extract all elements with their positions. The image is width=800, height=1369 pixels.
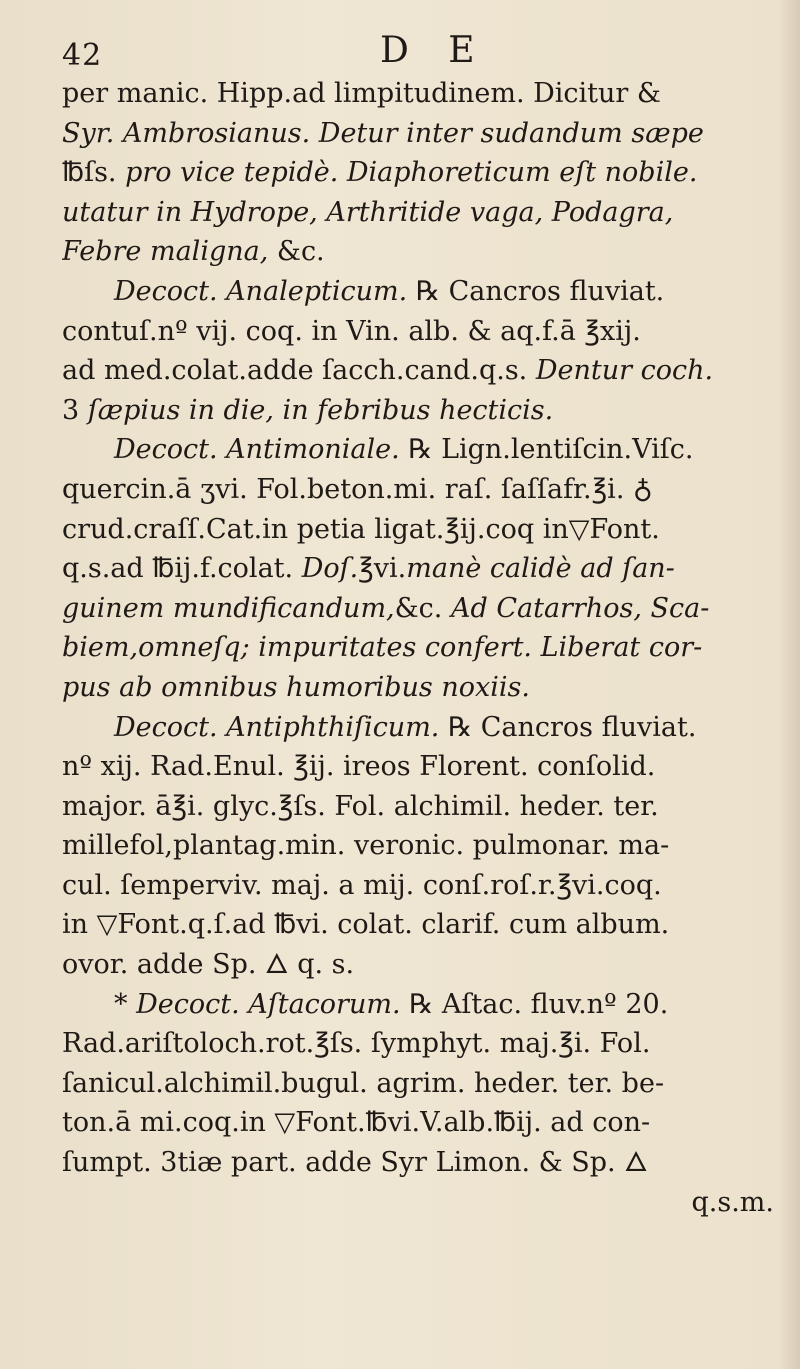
text-segment: ton.ā mi.coq.in ▽Font.℔vi.V.alb.℔ij. ad con- [62, 1107, 651, 1139]
text-line [62, 74, 782, 114]
text-segment: ℞ Cancros fluviat. [415, 275, 665, 307]
text-segment: utatur in Hydrope, Arthritide vaga, Podagra, [62, 196, 674, 228]
text-segment: contuſ.nº vij. coq. in Vin. alb. & aq.f.ā ℥xij. [62, 315, 641, 347]
text-segment: * [114, 988, 137, 1020]
text-segment: ℞ Lign.lentiſcin.Viſc. [408, 434, 694, 466]
text-segment: q.s.m. [691, 1186, 774, 1218]
text-segment: &c. [276, 236, 325, 268]
text-line [62, 232, 782, 272]
text-segment: ſanicul.alchimil.bugul. agrim. heder. ter. be- [62, 1067, 665, 1099]
text-line [62, 985, 782, 1025]
text-line [62, 866, 782, 906]
text-line [62, 351, 782, 391]
text-segment: Decoct. Aſtacorum. [136, 988, 410, 1020]
text-line [62, 1103, 782, 1143]
text-segment: Ad Catarrhos, Sca- [450, 592, 710, 624]
text-line [62, 153, 782, 193]
text-line [62, 430, 782, 470]
text-line [62, 1064, 782, 1104]
text-line [62, 787, 782, 827]
text-segment: per manic. Hipp.ad limpitudinem. Dicitur & [62, 78, 661, 109]
text-line [62, 470, 782, 510]
text-segment: ſumpt. 3tiæ part. adde Syr Limon. & Sp. 🜂 [62, 1147, 648, 1179]
text-segment: Syr. Ambrosianus. Detur inter sudandum sæpe [62, 117, 704, 149]
text-line [62, 747, 782, 787]
text-segment: pus ab omnibus humoribus noxiis. [62, 671, 530, 703]
text-segment: Doſ. [301, 553, 359, 585]
text-segment: Decoct. Antimoniale. [114, 434, 409, 466]
text-line [62, 628, 782, 668]
text-line [62, 510, 782, 550]
text-segment: millefol,plantag.min. veronic. pulmonar. ma- [62, 830, 670, 862]
text-line [62, 589, 782, 629]
text-segment: ſæpius in die, in febribus hecticis. [87, 394, 554, 426]
page-number: 42 [62, 38, 103, 73]
page-edge-shadow [778, 0, 800, 1369]
text-segment: guinem mundificandum, [62, 592, 395, 624]
text-segment: crud.craſſ.Cat.in petia ligat.℥ij.coq in▽Font. [62, 513, 660, 545]
text-segment: ad med.colat.adde ſacch.cand.q.s. [62, 355, 536, 387]
text-segment: major. ā℥i. glyc.℥ſs. Fol. alchimil. heder. ter. [62, 790, 659, 822]
text-line [62, 114, 782, 154]
text-segment: Febre maligna, [62, 236, 277, 268]
text-line [62, 945, 782, 985]
text-line [62, 391, 782, 431]
text-line [62, 905, 782, 945]
text-line [62, 826, 782, 866]
page-header [0, 22, 800, 72]
text-line [62, 708, 782, 748]
text-segment: nº xij. Rad.Enul. ℥ij. ireos Florent. conſolid. [62, 751, 656, 783]
text-segment: Decoct. Analepticum. [114, 275, 416, 307]
text-line [62, 193, 782, 233]
text-segment: cul. ſemperviv. maj. a mij. conſ.roſ.r.℥vi.coq. [62, 869, 662, 901]
text-line [62, 1024, 782, 1064]
text-segment: ℥vi. [358, 553, 407, 585]
running-head: D E [380, 30, 489, 71]
text-segment: Decoct. Antiphthiſicum. [114, 711, 448, 743]
text-segment: Rad.ariſtoloch.rot.℥ſs. ſymphyt. maj.℥i. Fol. [62, 1028, 651, 1060]
text-segment: ovor. adde Sp. 🜂 q. s. [62, 949, 355, 981]
text-line [62, 1143, 782, 1183]
text-segment: biem,omneſq; impuritates confert. Liberat cor- [62, 632, 703, 664]
text-line [62, 1183, 782, 1223]
text-segment: Dentur coch. [535, 355, 714, 387]
text-segment: ℞ Aſtac. fluv.nº 20. [409, 988, 669, 1020]
text-line [62, 668, 782, 708]
text-segment: q.s.ad ℔ij.f.colat. [62, 553, 302, 585]
text-segment: ℞ Cancros fluviat. [447, 711, 697, 743]
text-segment: pro vice tepidè. Diaphoreticum eſt nobile. [125, 157, 698, 189]
text-segment: manè calidè ad ſan- [406, 553, 675, 585]
text-segment: &c. [394, 592, 451, 624]
text-line [62, 272, 782, 312]
text-segment: in ▽Font.q.ſ.ad ℔vi. colat. clarif. cum album. [62, 909, 670, 941]
text-line [62, 549, 782, 589]
text-segment: quercin.ā ʒvi. Fol.beton.mi. raſ. ſaſſafr.℥i. ♁ [62, 473, 653, 505]
text-segment: 3 [62, 394, 88, 426]
body-text [62, 74, 782, 1222]
text-line [62, 312, 782, 352]
text-segment: ℔ſs. [62, 157, 126, 189]
